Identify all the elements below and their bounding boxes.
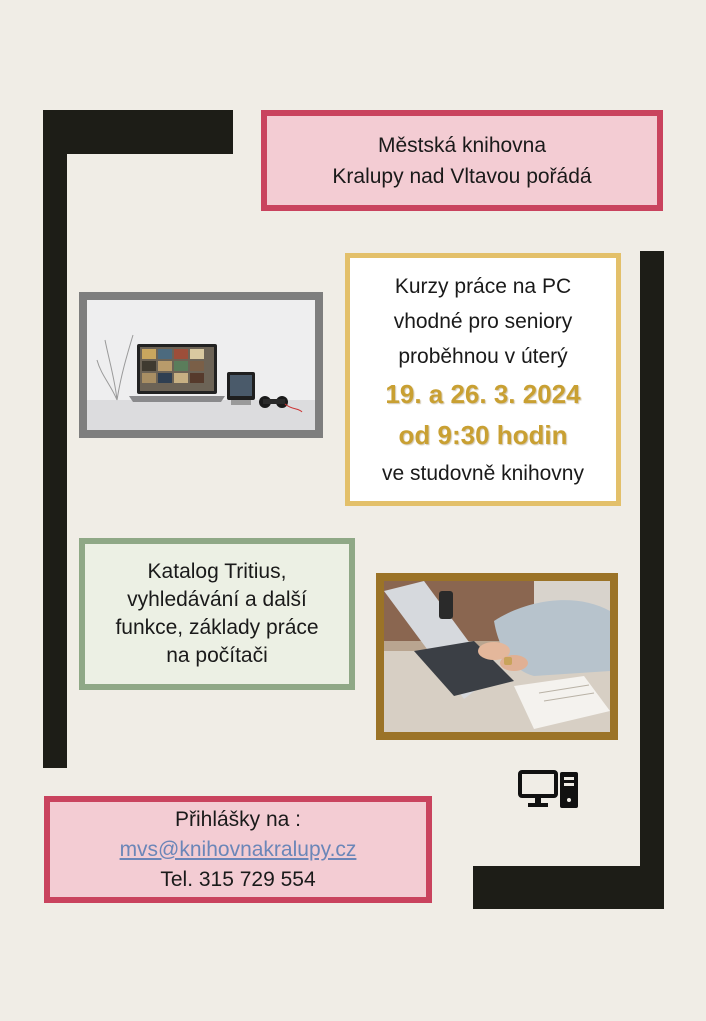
laptop-tablet-photo xyxy=(79,292,323,438)
header-line-1: Městská knihovna xyxy=(377,133,547,157)
event-when-label: proběhnou v úterý xyxy=(398,344,568,368)
desktop-computer-icon xyxy=(518,770,580,810)
catalog-line-4: na počítači xyxy=(166,644,268,667)
header-box xyxy=(261,110,663,211)
frame-left-vertical-bar xyxy=(43,110,67,768)
frame-right-bottom-bar xyxy=(473,866,664,909)
catalog-line-1: Katalog Tritius, xyxy=(147,560,287,583)
catalog-topics-box xyxy=(79,538,355,690)
frame-right-vertical-bar xyxy=(640,251,664,909)
catalog-line-2: vyhledávání a další xyxy=(127,588,307,611)
event-title: Kurzy práce na PC xyxy=(394,274,572,298)
event-audience: vhodné pro seniory xyxy=(393,309,573,333)
event-time: od 9:30 hodin xyxy=(398,419,568,450)
header-line-2: Kralupy nad Vltavou pořádá xyxy=(332,164,592,188)
email-link[interactable]: mvs@knihovnakralupy.cz xyxy=(119,837,357,861)
catalog-line-3: funkce, základy práce xyxy=(115,616,319,639)
typing-on-laptop-photo xyxy=(376,573,618,740)
registration-label: Přihlášky na : xyxy=(174,807,302,831)
event-info-box xyxy=(345,253,621,506)
phone-number: Tel. 315 729 554 xyxy=(160,867,316,891)
event-place: ve studovně knihovny xyxy=(382,461,584,485)
registration-contact-box xyxy=(44,796,432,903)
frame-left-top-bar xyxy=(43,110,233,154)
event-dates: 19. a 26. 3. 2024 xyxy=(385,378,581,409)
